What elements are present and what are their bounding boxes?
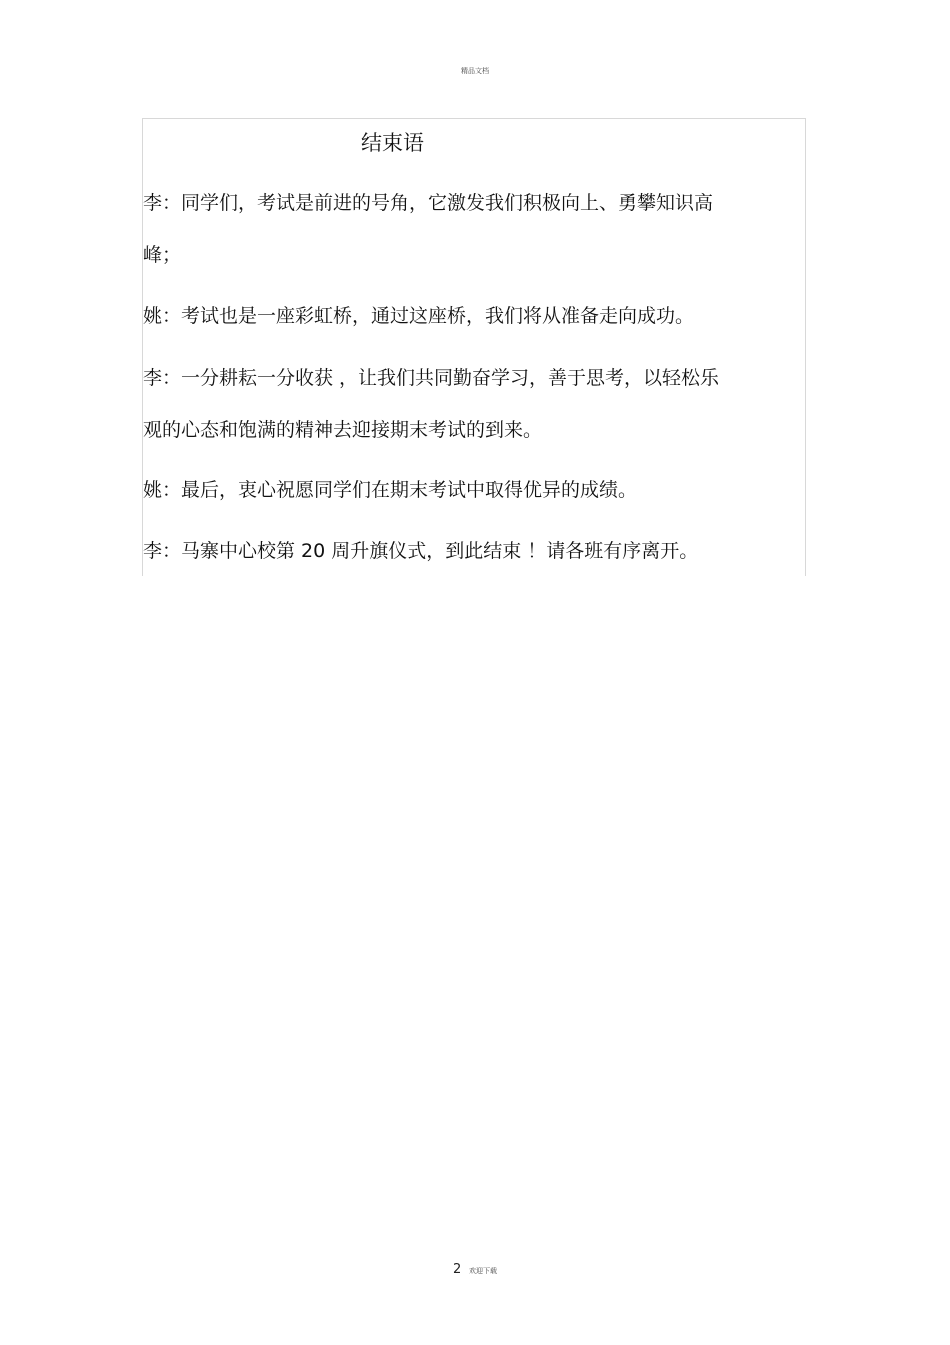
paragraph-line: 观的心态和饱满的精神去迎接期末考试的到来。	[143, 419, 543, 441]
paragraph-line: 姚：最后，衷心祝愿同学们在期末考试中取得优异的成绩。	[143, 479, 638, 501]
header-note: 精品文档	[461, 67, 489, 75]
document-body	[142, 118, 806, 576]
paragraph-line: 李：同学们，考试是前进的号角，它激发我们积极向上、勇攀知识高	[143, 192, 714, 214]
footer-note: 欢迎下载	[469, 1267, 498, 1275]
paragraph-line: 姚：考试也是一座彩虹桥，通过这座桥，我们将从准备走向成功。	[143, 305, 695, 327]
paragraph-1	[143, 177, 783, 281]
document-title: 结束语	[361, 131, 424, 155]
paragraph-line: 李：马寨中心校第 20 周升旗仪式，到此结束 ！请各班有序离开。	[143, 540, 699, 562]
page-number: 2	[452, 1262, 462, 1277]
paragraph-line: 李：一分耕耘一分收获 ，让我们共同勤奋学习，善于思考，以轻松乐	[143, 367, 720, 389]
paragraph-line: 峰；	[143, 244, 182, 266]
paragraph-2	[143, 290, 783, 342]
paragraph-4	[143, 464, 783, 516]
paragraph-3	[143, 352, 783, 456]
paragraph-5	[143, 525, 783, 577]
page-footer	[0, 1262, 950, 1277]
